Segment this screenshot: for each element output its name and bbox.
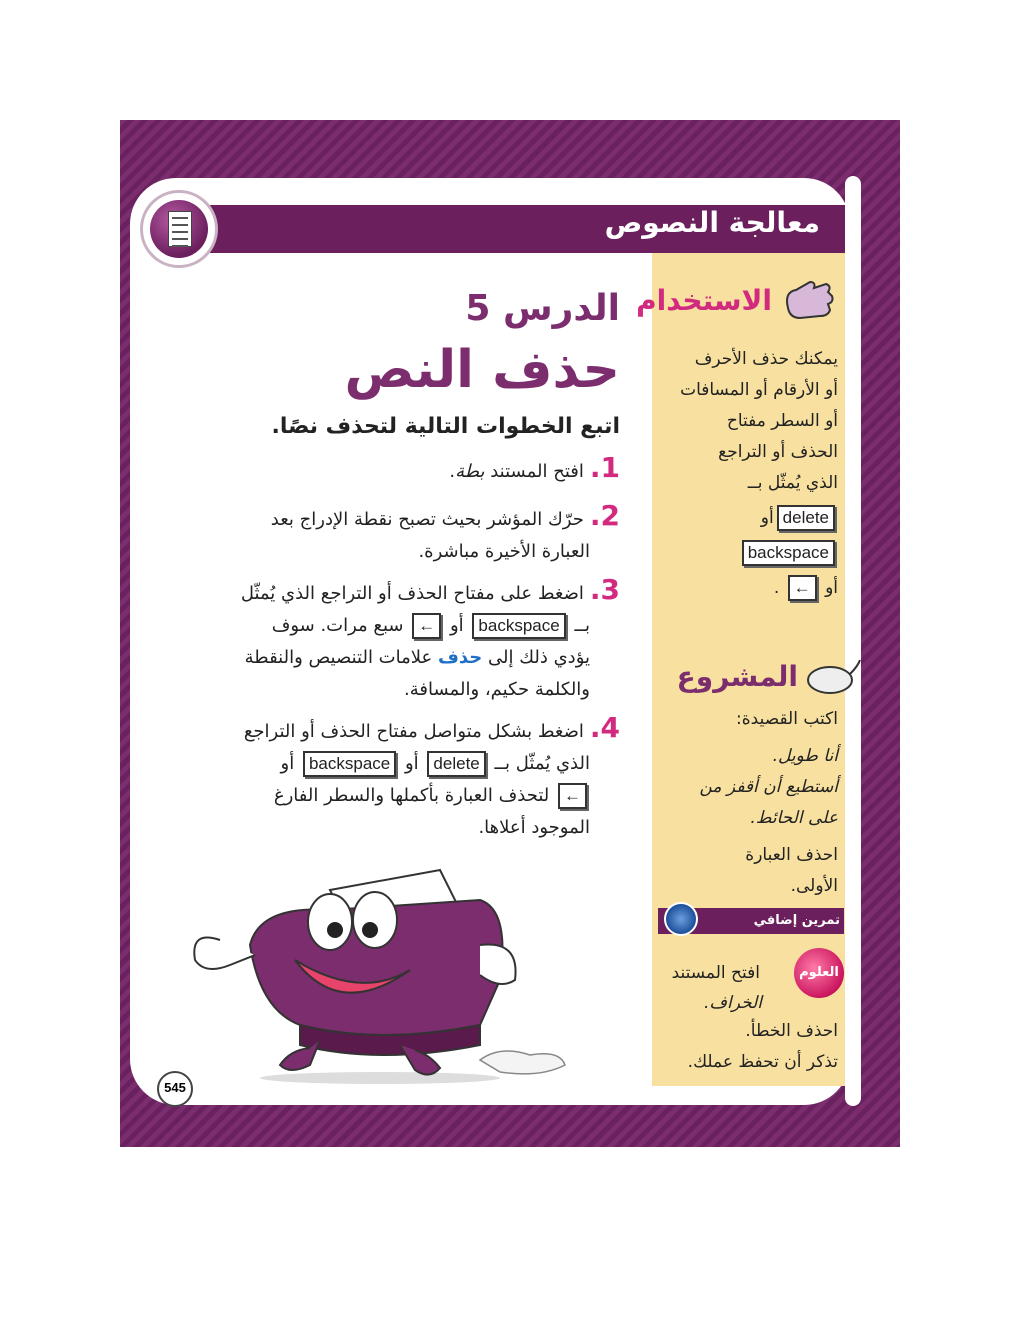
backspace-key: backspace (303, 751, 396, 777)
printer-mascot (180, 850, 600, 1090)
step-2: 2.حرّك المؤشر بحيث تصبح نقطة الإدراج بعد العبارة الأخيرة مباشرة. (270, 499, 620, 562)
arrow-key: ← (558, 783, 587, 809)
step-3: 3.اضغط على مفتاح الحذف أو التراجع الذي يُمثّل بــ backspace أو ← سبع مرات. سوف يؤدي ذلك إلى حذف علامات التنصيص والنقطة والكلمة حكيم، والمسافة. (240, 573, 620, 700)
project-title: المشروع (676, 660, 798, 693)
usage-text: يمكنك حذف الأحرف أو الأرقام أو المسافات أو السطر مفتاح الحذف أو التراجع الذي يُمثّل بــ deleteأو backspace أو ← . (658, 344, 838, 604)
delete-key: delete (427, 751, 485, 777)
step-1: 1.افتح المستند بطة. (449, 451, 620, 484)
project-text: اكتب القصيدة: أنا طويل. أستطيع أن أقفز من على الحائط. احذف العبارة الأولى. (699, 709, 838, 896)
science-badge: العلوم (794, 948, 844, 998)
medal-icon (664, 902, 698, 936)
backspace-key: backspace (742, 540, 835, 566)
extra-text: احذف الخطأ. تذكر أن تحفظ عملك. (687, 1021, 838, 1072)
backspace-key: backspace (472, 613, 565, 639)
lesson-number: الدرس 5 (465, 288, 620, 329)
extra-text-italic: الخراف. (703, 993, 762, 1013)
header-title: معالجة النصوص (604, 206, 820, 239)
arrow-key: ← (788, 575, 817, 601)
hand-icon (780, 278, 836, 322)
right-edge-bar (845, 176, 861, 1106)
step-4: 4.اضغط بشكل متواصل مفتاح الحذف أو التراجع الذي يُمثّل بــ delete أو backspace أو ← لتحذف العبارة بأكملها والسطر الفارغ الموجود أعلاها. (243, 711, 620, 838)
extra-exercise-band: تمرين إضافي (658, 908, 844, 934)
page-number: 545 (157, 1071, 193, 1107)
usage-title: الاستخدام (636, 284, 772, 317)
highlight-word: حذف (437, 647, 483, 668)
arrow-key: ← (412, 613, 441, 639)
extra-text-line1: افتح المستند (671, 963, 760, 983)
mouse-icon (802, 656, 862, 696)
document-icon (150, 200, 208, 258)
lesson-title: حذف النص (344, 340, 620, 400)
lesson-instruction: اتبع الخطوات التالية لتحذف نصًا. (271, 414, 620, 439)
delete-key: delete (777, 505, 835, 531)
